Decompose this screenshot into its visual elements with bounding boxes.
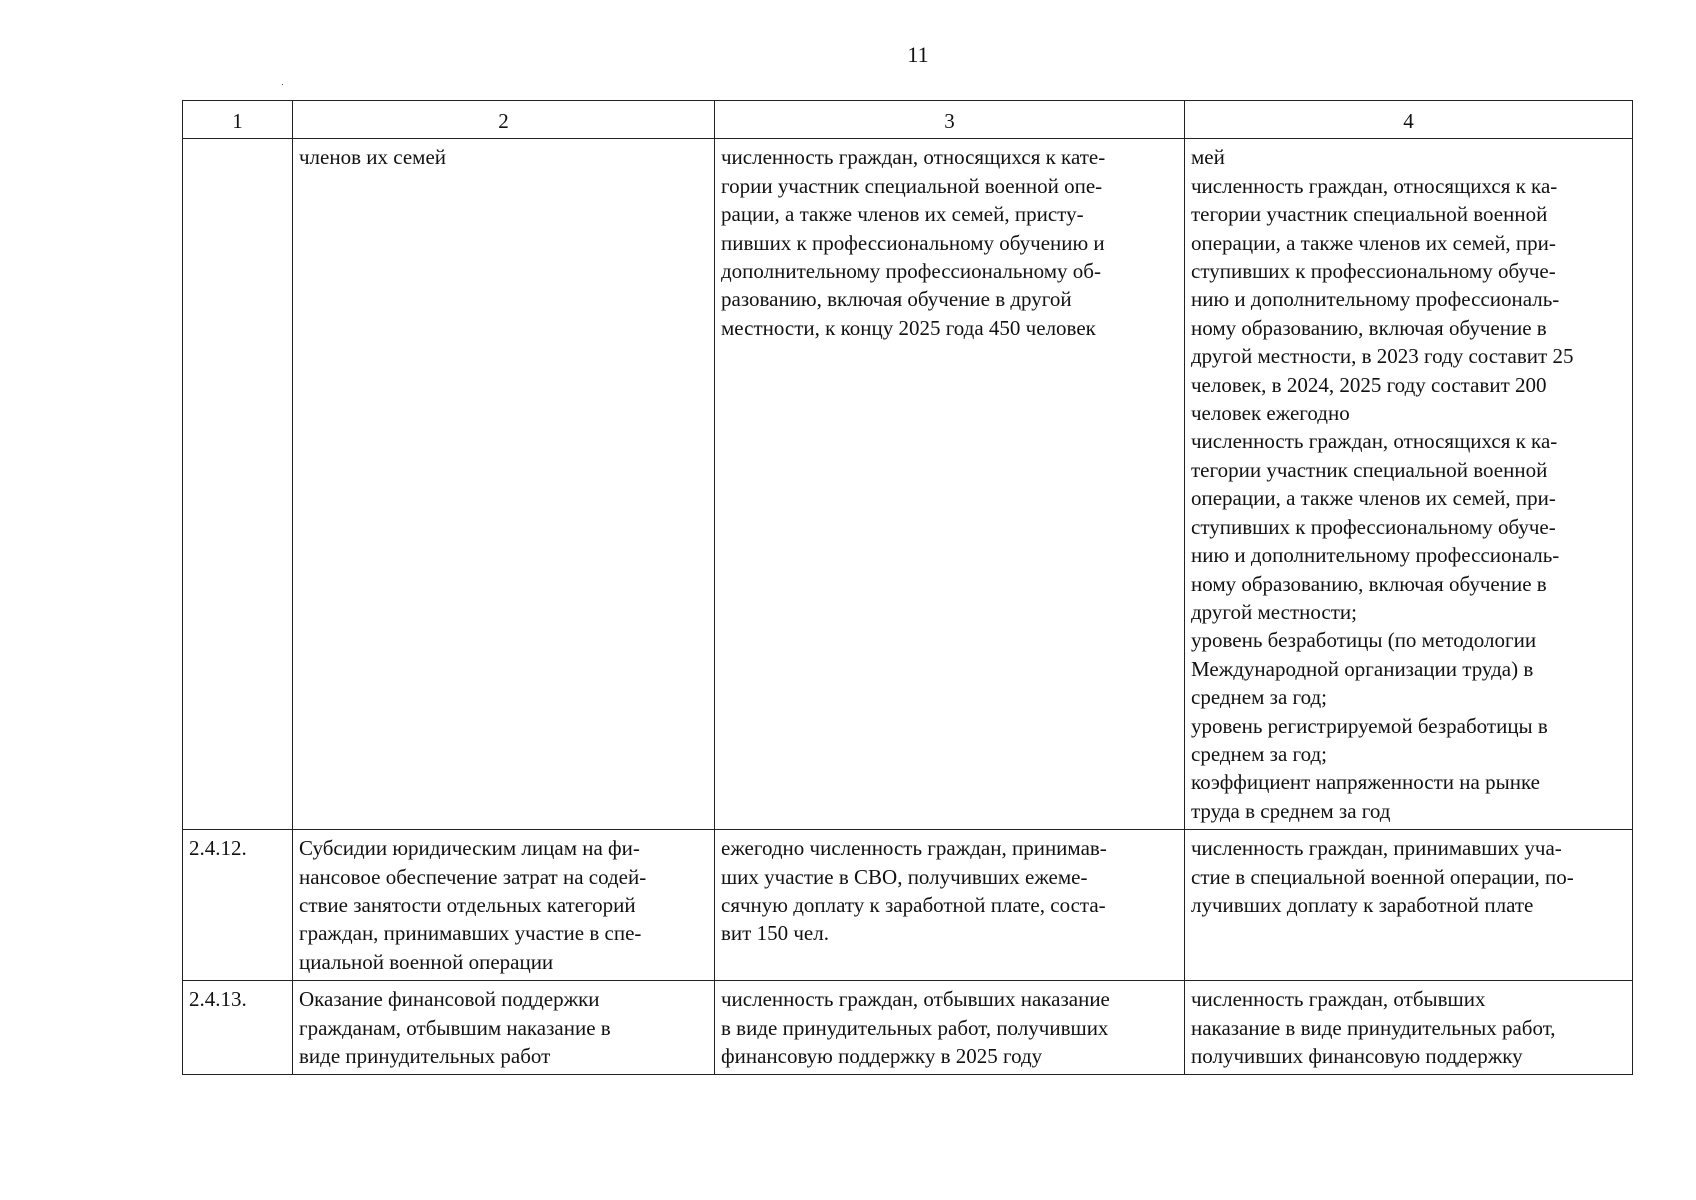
indicator-text: численность граждан, отбывших наказание в виде принудительных работ, получивших финансовую поддержку: [1191, 987, 1556, 1068]
expected-result: численность граждан, отбывших наказание в виде принудительных работ, получивших финансовую поддержку в 2025 году: [721, 987, 1110, 1068]
column-header-2: 2: [293, 101, 715, 139]
measure-name-cell: [293, 981, 715, 1075]
expected-result-cell: [715, 830, 1185, 981]
table-header: [183, 101, 1633, 139]
row-number-cell: [183, 139, 293, 830]
row-number-cell: [183, 981, 293, 1075]
table-row: [183, 830, 1633, 981]
row-number: 2.4.12.: [189, 836, 247, 861]
measure-name-cell: [293, 830, 715, 981]
column-header-1: 1: [183, 101, 293, 139]
indicator-text: численность граждан, принимавших уча- стие в специальной военной операции, по- лучивших доплату к заработной плате: [1191, 836, 1574, 917]
expected-result-cell: [715, 981, 1185, 1075]
table-body: [183, 139, 1633, 1075]
row-number-cell: [183, 830, 293, 981]
page-number: 11: [907, 42, 929, 67]
indicator-cell: [1185, 830, 1633, 981]
header-row: [183, 101, 1633, 139]
row-number: 2.4.13.: [189, 987, 247, 1012]
expected-result-cell: [715, 139, 1185, 830]
measure-name: Оказание финансовой поддержки гражданам, отбывшим наказание в виде принудительных работ: [299, 987, 611, 1068]
program-table: [182, 100, 1633, 1075]
indicator-cell: [1185, 981, 1633, 1075]
column-header-3: 3: [715, 101, 1185, 139]
table-row: [183, 981, 1633, 1075]
measure-name: членов их семей: [299, 145, 446, 170]
scan-speck: [282, 84, 283, 85]
measure-name-cell: [293, 139, 715, 830]
table-row: [183, 139, 1633, 830]
expected-result: численность граждан, относящихся к кате- гории участник специальной военной опе- рации, а также членов их семей, присту- пивших к профессиональному обучению и дополнительному профессиональному об- разованию, включая обучение в другой местности, к концу 2025 года 450 человек: [721, 145, 1106, 340]
column-header-4: 4: [1185, 101, 1633, 139]
indicator-cell: [1185, 139, 1633, 830]
expected-result: ежегодно численность граждан, принимав- ших участие в СВО, получивших ежеме- сячную доплату к заработной плате, соста- вит 150 чел.: [721, 836, 1107, 946]
indicator-text: мей численность граждан, относящихся к ка- тегории участник специальной военной операции, а также членов их семей, при- ступивших к профессиональному обуче- нию и дополнительному профессиональ- ному образованию, включая обучение в другой местности, в 2023 году составит 25 человек, в 2024, 2025 году составит 200 человек ежегодно численность граждан, относящихся к ка- тегории участник специальной военной операции, а также членов их семей, при- ступивших к профессиональному обуче- нию и дополнительному профессиональ- ному образованию, включая обучение в другой местности; уровень безработицы (по методологии Международной организации труда) в среднем за год; уровень регистрируемой безработицы в среднем за год; коэффициент напряженности на рынке труда в среднем за год: [1191, 145, 1574, 823]
measure-name: Субсидии юридическим лицам на фи- нансовое обеспечение затрат на содей- ствие занятости отдельных категорий граждан, принимавших участие в спе- циальной военной операции: [299, 836, 647, 974]
